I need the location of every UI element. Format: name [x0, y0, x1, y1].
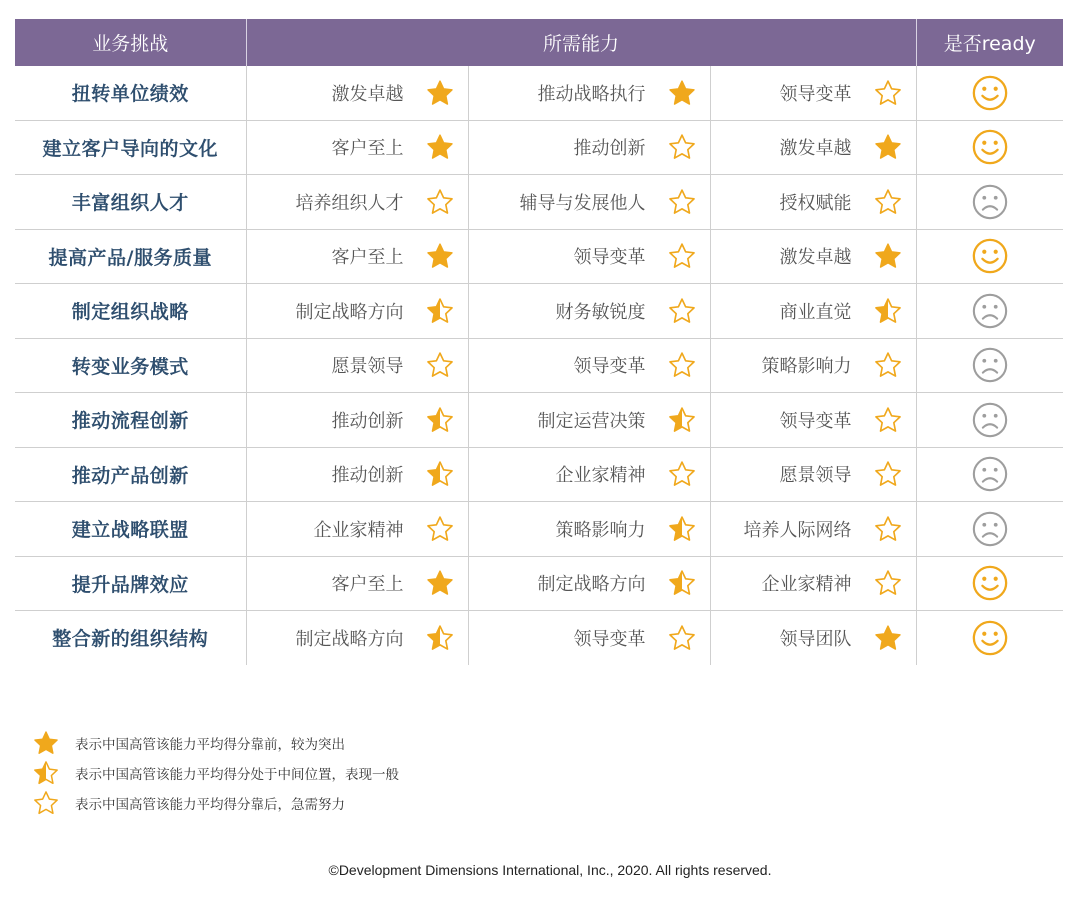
copyright-text: ©Development Dimensions International, Inc., 2020. All rights reserved.: [328, 862, 772, 878]
star-empty-icon: [668, 460, 696, 488]
capability-cell: [468, 120, 710, 175]
ready-cell: [916, 66, 1063, 120]
star-empty-icon: [426, 515, 454, 543]
capability-name: 领导团队: [779, 628, 852, 650]
star-full-icon: [874, 133, 902, 161]
capability-cell: [468, 393, 710, 448]
capability-cell: [246, 66, 468, 120]
star-empty-icon: [874, 406, 902, 434]
capability-cell: [246, 175, 468, 230]
table-row: [15, 175, 1063, 230]
ready-cell: [916, 447, 1063, 502]
legend-text-full: 表示中国高管该能力平均得分靠前，较为突出: [75, 737, 345, 753]
star-empty-icon: [426, 351, 454, 379]
capability-name: 企业家精神: [761, 574, 852, 596]
capability-name: 愿景领导: [331, 356, 404, 378]
legend-item-empty: [33, 788, 399, 818]
legend-text-empty: 表示中国高管该能力平均得分靠后，急需努力: [75, 797, 345, 813]
ready-cell: [916, 284, 1063, 339]
capability-name: 企业家精神: [555, 465, 646, 487]
capability-name: 领导变革: [573, 247, 646, 269]
challenge-cell: 提高产品/服务质量: [15, 229, 246, 284]
table-row: [15, 66, 1063, 120]
star-empty-icon: [874, 515, 902, 543]
capability-cell: [468, 284, 710, 339]
matrix-body: [15, 66, 1063, 665]
star-full-icon: [426, 242, 454, 270]
star-full-icon: [874, 624, 902, 652]
star-empty-icon: [668, 624, 696, 652]
challenge-cell: 扭转单位绩效: [15, 66, 246, 120]
capability-name: 财务敏锐度: [555, 301, 646, 323]
capability-name: 培养人际网络: [743, 519, 852, 541]
capability-name: 激发卓越: [331, 83, 404, 105]
header-challenge: 业务挑战: [15, 19, 246, 66]
capability-cell: [710, 229, 916, 284]
capability-cell: [710, 611, 916, 665]
capability-name: 商业直觉: [779, 301, 852, 323]
challenge-cell: 建立客户导向的文化: [15, 120, 246, 175]
star-empty-icon: [668, 297, 696, 325]
star-half-icon: [426, 297, 454, 325]
table-row: [15, 229, 1063, 284]
table-row: [15, 284, 1063, 339]
capability-name: 领导变革: [779, 83, 852, 105]
star-empty-icon: [874, 460, 902, 488]
header-ready: 是否ready: [916, 19, 1063, 66]
star-full-icon: [426, 79, 454, 107]
capability-cell: [710, 66, 916, 120]
capability-name: 策略影响力: [761, 356, 852, 378]
capability-matrix: [15, 19, 1063, 665]
capability-cell: [468, 447, 710, 502]
star-half-icon: [426, 624, 454, 652]
star-empty-icon: [426, 188, 454, 216]
ready-cell: [916, 393, 1063, 448]
star-half-icon: [426, 406, 454, 434]
star-half-icon: [668, 515, 696, 543]
capability-name: 企业家精神: [313, 519, 404, 541]
star-empty-icon: [668, 133, 696, 161]
capability-cell: [246, 556, 468, 611]
star-half-icon: [874, 297, 902, 325]
capability-name: 激发卓越: [779, 247, 852, 269]
capability-name: 激发卓越: [779, 138, 852, 160]
capability-name: 制定运营决策: [537, 410, 646, 432]
capability-cell: [710, 338, 916, 393]
capability-cell: [468, 229, 710, 284]
capability-cell: [468, 66, 710, 120]
star-full-icon: [874, 242, 902, 270]
table-row: [15, 611, 1063, 665]
capability-name: 策略影响力: [555, 519, 646, 541]
star-full-icon: [668, 79, 696, 107]
capability-name: 领导变革: [779, 410, 852, 432]
star-empty-icon: [874, 569, 902, 597]
star-full-icon: [33, 730, 59, 756]
capability-cell: [468, 338, 710, 393]
challenge-cell: 提升品牌效应: [15, 556, 246, 611]
capability-cell: [468, 556, 710, 611]
capability-name: 推动创新: [573, 138, 646, 160]
star-half-icon: [426, 460, 454, 488]
capability-name: 领导变革: [573, 628, 646, 650]
capability-cell: [246, 284, 468, 339]
capability-cell: [710, 502, 916, 557]
table-row: [15, 120, 1063, 175]
star-empty-icon: [668, 242, 696, 270]
table-row: [15, 447, 1063, 502]
capability-name: 客户至上: [331, 574, 404, 596]
capability-cell: [246, 502, 468, 557]
smiley-sad-icon: [971, 183, 1009, 221]
star-empty-icon: [668, 351, 696, 379]
capability-cell: [246, 393, 468, 448]
ready-cell: [916, 556, 1063, 611]
capability-cell: [246, 120, 468, 175]
capability-name: 制定战略方向: [295, 301, 404, 323]
capability-name: 制定战略方向: [537, 574, 646, 596]
ready-cell: [916, 175, 1063, 230]
challenge-cell: 制定组织战略: [15, 284, 246, 339]
capability-name: 推动战略执行: [537, 83, 646, 105]
table-row: [15, 502, 1063, 557]
challenge-cell: 丰富组织人才: [15, 175, 246, 230]
capability-cell: [246, 611, 468, 665]
smiley-happy-icon: [971, 237, 1009, 275]
smiley-happy-icon: [971, 619, 1009, 657]
ready-cell: [916, 120, 1063, 175]
table-row: [15, 338, 1063, 393]
legend-item-full: [33, 728, 399, 758]
smiley-happy-icon: [971, 74, 1009, 112]
star-half-icon: [33, 760, 59, 786]
capability-name: 推动创新: [331, 410, 404, 432]
capability-name: 推动创新: [331, 465, 404, 487]
capability-cell: [246, 229, 468, 284]
star-empty-icon: [33, 790, 59, 816]
capability-name: 制定战略方向: [295, 628, 404, 650]
table-row: [15, 393, 1063, 448]
smiley-sad-icon: [971, 346, 1009, 384]
capability-name: 客户至上: [331, 138, 404, 160]
capability-name: 愿景领导: [779, 465, 852, 487]
smiley-sad-icon: [971, 401, 1009, 439]
smiley-sad-icon: [971, 292, 1009, 330]
capability-cell: [710, 556, 916, 611]
capability-name: 培养组织人才: [295, 192, 404, 214]
smiley-happy-icon: [971, 564, 1009, 602]
capability-cell: [710, 393, 916, 448]
ready-cell: [916, 229, 1063, 284]
challenge-cell: 整合新的组织结构: [15, 611, 246, 665]
table-row: [15, 556, 1063, 611]
star-empty-icon: [874, 188, 902, 216]
capability-name: 客户至上: [331, 247, 404, 269]
smiley-sad-icon: [971, 455, 1009, 493]
capability-name: 领导变革: [573, 356, 646, 378]
legend-text-half: 表示中国高管该能力平均得分处于中间位置，表现一般: [75, 767, 399, 783]
legend: [33, 728, 399, 818]
capability-name: 授权赋能: [779, 192, 852, 214]
star-full-icon: [426, 569, 454, 597]
challenge-cell: 建立战略联盟: [15, 502, 246, 557]
star-full-icon: [426, 133, 454, 161]
capability-cell: [246, 338, 468, 393]
star-half-icon: [668, 406, 696, 434]
star-empty-icon: [874, 79, 902, 107]
capability-cell: [468, 502, 710, 557]
legend-item-half: [33, 758, 399, 788]
star-empty-icon: [668, 188, 696, 216]
capability-cell: [468, 175, 710, 230]
star-empty-icon: [874, 351, 902, 379]
smiley-sad-icon: [971, 510, 1009, 548]
capability-cell: [710, 120, 916, 175]
smiley-happy-icon: [971, 128, 1009, 166]
ready-cell: [916, 338, 1063, 393]
capability-cell: [246, 447, 468, 502]
ready-cell: [916, 611, 1063, 665]
ready-cell: [916, 502, 1063, 557]
challenge-cell: 转变业务模式: [15, 338, 246, 393]
header-capability: 所需能力: [246, 19, 916, 66]
capability-cell: [710, 175, 916, 230]
header-row: [15, 19, 1063, 66]
challenge-cell: 推动流程创新: [15, 393, 246, 448]
capability-cell: [468, 611, 710, 665]
capability-cell: [710, 284, 916, 339]
capability-cell: [710, 447, 916, 502]
capability-name: 辅导与发展他人: [519, 192, 646, 214]
star-half-icon: [668, 569, 696, 597]
challenge-cell: 推动产品创新: [15, 447, 246, 502]
